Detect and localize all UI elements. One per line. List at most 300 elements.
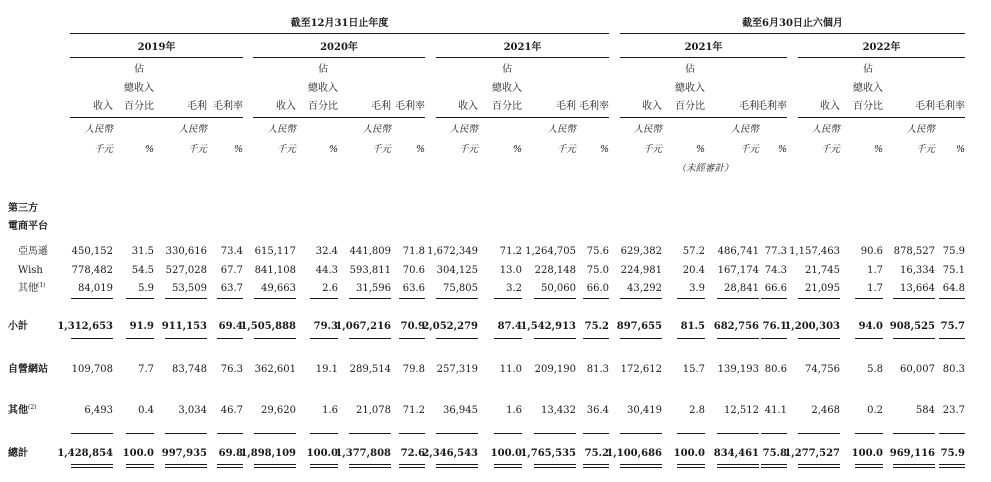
rule-total-double-1 xyxy=(254,464,296,465)
rule-total-double-1 xyxy=(855,464,883,465)
table-cell: 969,116 xyxy=(889,448,935,459)
unit-pct: % xyxy=(512,144,522,155)
table-cell: 1,672,349 xyxy=(427,246,478,257)
unit-thousand: 千元 xyxy=(276,144,296,155)
column-header: 毛利率 xyxy=(395,101,425,112)
rule-before-total xyxy=(534,433,576,434)
rule-total-double-1 xyxy=(798,464,840,465)
table-cell: 21,078 xyxy=(356,405,391,416)
unit-pct: % xyxy=(955,144,965,155)
column-header-pct-line3: 百分比 xyxy=(124,101,154,112)
column-header-pct-line2: 總收入 xyxy=(308,83,338,94)
table-cell: 31,596 xyxy=(356,283,391,294)
rule-after-subtotal xyxy=(798,338,840,339)
table-cell: 1,277,527 xyxy=(784,448,840,459)
table-cell: 1.7 xyxy=(867,283,883,294)
column-header-pct-line3: 百分比 xyxy=(853,101,883,112)
column-header-pct-line1: 佔 xyxy=(863,64,873,75)
unit-thousand: 千元 xyxy=(187,144,207,155)
rule-after-subtotal xyxy=(583,338,609,339)
table-cell: 2,346,543 xyxy=(422,448,478,459)
year-header: 2020年 xyxy=(320,42,358,53)
table-cell: 289,514 xyxy=(349,364,391,375)
table-cell: 73.4 xyxy=(220,246,243,257)
rule-total-double-2 xyxy=(893,467,935,468)
rule-before-total xyxy=(217,433,243,434)
table-cell: 2.8 xyxy=(689,405,705,416)
table-cell: 81.5 xyxy=(680,321,705,332)
table-cell: 2,468 xyxy=(811,405,840,416)
table-cell: 100.0 xyxy=(306,448,338,459)
row-label: 亞馬遜 xyxy=(18,246,48,257)
rule-before-subtotal xyxy=(494,298,522,299)
table-cell: 76.1 xyxy=(762,321,787,332)
table-cell: 75.9 xyxy=(942,246,965,257)
rule-before-total xyxy=(254,433,296,434)
column-header-pct-line2: 總收入 xyxy=(492,83,522,94)
rule-after-subtotal xyxy=(620,338,662,339)
table-cell: 75.0 xyxy=(586,265,609,276)
table-cell: 11.0 xyxy=(499,364,522,375)
table-cell: 257,319 xyxy=(436,364,478,375)
table-cell: 44.3 xyxy=(315,265,338,276)
table-cell: 330,616 xyxy=(165,246,207,257)
table-cell: 100.0 xyxy=(122,448,154,459)
unit-rmb: 人民幣 xyxy=(449,124,478,135)
period-fy-header: 截至12月31日止年度 xyxy=(290,18,389,29)
rule-before-total xyxy=(939,433,965,434)
table-cell: 1.6 xyxy=(506,405,522,416)
table-cell: 304,125 xyxy=(436,265,478,276)
rule-before-subtotal xyxy=(310,298,338,299)
table-cell: 21,095 xyxy=(805,283,840,294)
unit-rmb: 人民幣 xyxy=(906,124,935,135)
rule-before-subtotal xyxy=(855,298,883,299)
rule-total-double-1 xyxy=(310,464,338,465)
table-cell: 36,945 xyxy=(443,405,478,416)
table-cell: 1,100,686 xyxy=(606,448,662,459)
table-cell: 74,756 xyxy=(805,364,840,375)
rule-total-double-1 xyxy=(534,464,576,465)
column-header: 毛利率 xyxy=(213,101,243,112)
rule-total-double-2 xyxy=(761,467,787,468)
section-title-line2: 電商平台 xyxy=(8,221,48,232)
unit-pct: % xyxy=(144,144,154,155)
table-cell: 66.6 xyxy=(764,283,787,294)
table-cell: 2.6 xyxy=(322,283,338,294)
column-header: 毛利 xyxy=(739,101,759,112)
table-cell: 46.7 xyxy=(220,405,243,416)
column-header: 毛利 xyxy=(915,101,935,112)
table-cell: 911,153 xyxy=(161,321,207,332)
table-cell: 13,432 xyxy=(541,405,576,416)
table-cell: 1,765,535 xyxy=(520,448,576,459)
rule-total-double-1 xyxy=(165,464,207,465)
unit-thousand: 千元 xyxy=(739,144,759,155)
rule-after-subtotal xyxy=(939,338,965,339)
rule-before-total xyxy=(494,433,522,434)
rule-after-subtotal xyxy=(399,338,425,339)
table-cell: 1.7 xyxy=(867,265,883,276)
row-label-sup: (2) xyxy=(28,404,37,411)
table-cell: 0.2 xyxy=(867,405,883,416)
table-cell: 109,708 xyxy=(71,364,113,375)
section-title-line1: 第三方 xyxy=(8,203,38,214)
table-cell: 80.6 xyxy=(764,364,787,375)
rule-before-subtotal xyxy=(939,298,965,299)
table-cell: 75.6 xyxy=(586,246,609,257)
rule-total-double-1 xyxy=(494,464,522,465)
unaudited-note: （未經審計） xyxy=(676,163,734,174)
table-cell: 80.3 xyxy=(942,364,965,375)
unit-thousand: 千元 xyxy=(93,144,113,155)
column-header-pct-line2: 總收入 xyxy=(124,83,154,94)
table-cell: 79.3 xyxy=(313,321,338,332)
year-header: 2021年 xyxy=(503,42,542,53)
unit-rmb: 人民幣 xyxy=(362,124,391,135)
rule-after-subtotal xyxy=(71,338,113,339)
unit-thousand: 千元 xyxy=(371,144,391,155)
table-cell: 21,745 xyxy=(805,265,840,276)
rule-before-subtotal xyxy=(677,298,705,299)
table-cell: 19.1 xyxy=(315,364,338,375)
rule-total-double-2 xyxy=(436,467,478,468)
unit-rmb: 人民幣 xyxy=(730,124,759,135)
rule-after-subtotal xyxy=(165,338,207,339)
table-cell: 54.5 xyxy=(131,265,154,276)
unit-thousand: 千元 xyxy=(820,144,840,155)
column-header-pct-line2: 總收入 xyxy=(853,83,883,94)
rule-total-double-2 xyxy=(254,467,296,468)
column-header: 收入 xyxy=(93,101,113,112)
table-cell: 7.7 xyxy=(138,364,154,375)
table-cell: 69.8 xyxy=(218,448,243,459)
table-cell: 1.6 xyxy=(322,405,338,416)
table-cell: 584 xyxy=(915,405,935,416)
table-cell: 71.2 xyxy=(499,246,522,257)
column-header: 毛利率 xyxy=(579,101,609,112)
year-rule xyxy=(798,57,965,58)
table-cell: 94.0 xyxy=(858,321,883,332)
year-rule xyxy=(70,57,243,58)
rule-before-subtotal xyxy=(254,298,296,299)
rule-before-subtotal xyxy=(620,298,662,299)
rule-before-subtotal xyxy=(798,298,840,299)
table-cell: 878,527 xyxy=(893,246,935,257)
rule-total-double-2 xyxy=(71,467,113,468)
table-cell: 1,067,216 xyxy=(335,321,391,332)
rule-before-subtotal xyxy=(436,298,478,299)
column-header-rule xyxy=(436,117,609,118)
table-cell: 74.3 xyxy=(764,265,787,276)
rule-total-double-2 xyxy=(165,467,207,468)
row-label: 其他 xyxy=(8,405,28,416)
unit-pct: % xyxy=(233,144,243,155)
unit-thousand: 千元 xyxy=(642,144,662,155)
column-header-pct-line1: 佔 xyxy=(134,64,144,75)
table-cell: 2,052,279 xyxy=(422,321,478,332)
column-header: 收入 xyxy=(276,101,296,112)
rule-total-double-2 xyxy=(939,467,965,468)
table-cell: 0.4 xyxy=(138,405,154,416)
unit-pct: % xyxy=(777,144,787,155)
table-cell: 91.9 xyxy=(129,321,154,332)
row-label: 小計 xyxy=(8,321,28,332)
column-header-pct-line1: 佔 xyxy=(318,64,328,75)
table-cell: 60,007 xyxy=(900,364,935,375)
rule-total-double-2 xyxy=(620,467,662,468)
table-cell: 997,935 xyxy=(161,448,207,459)
table-cell: 362,601 xyxy=(254,364,296,375)
table-cell: 71.8 xyxy=(402,246,425,257)
year-header: 2022年 xyxy=(862,42,901,53)
rule-total-double-1 xyxy=(620,464,662,465)
rule-before-total xyxy=(436,433,478,434)
rule-before-total xyxy=(583,433,609,434)
unit-rmb: 人民幣 xyxy=(84,124,113,135)
column-header-pct-line1: 佔 xyxy=(685,64,695,75)
rule-total-double-2 xyxy=(349,467,391,468)
rule-total-double-2 xyxy=(583,467,609,468)
column-header: 毛利 xyxy=(371,101,391,112)
period-fy-rule xyxy=(70,33,609,34)
rule-before-subtotal xyxy=(893,298,935,299)
table-cell: 615,117 xyxy=(254,246,296,257)
table-cell: 3.2 xyxy=(506,283,522,294)
unit-pct: % xyxy=(415,144,425,155)
year-rule xyxy=(253,57,425,58)
table-cell: 20.4 xyxy=(682,265,705,276)
rule-total-double-1 xyxy=(349,464,391,465)
table-cell: 28,841 xyxy=(724,283,759,294)
table-cell: 49,663 xyxy=(261,283,296,294)
rule-before-subtotal xyxy=(399,298,425,299)
rule-before-total xyxy=(399,433,425,434)
table-cell: 450,152 xyxy=(71,246,113,257)
table-cell: 13,664 xyxy=(900,283,935,294)
rule-before-subtotal xyxy=(217,298,243,299)
table-cell: 897,655 xyxy=(616,321,662,332)
table-cell: 81.3 xyxy=(586,364,609,375)
table-cell: 629,382 xyxy=(620,246,662,257)
rule-before-total xyxy=(717,433,759,434)
rule-after-subtotal xyxy=(855,338,883,339)
rule-total-double-1 xyxy=(217,464,243,465)
table-cell: 593,811 xyxy=(349,265,391,276)
column-header-rule xyxy=(798,117,965,118)
unit-rmb: 人民幣 xyxy=(811,124,840,135)
row-label-sup: (1) xyxy=(37,282,46,289)
table-cell: 72.6 xyxy=(400,448,425,459)
table-cell: 6,493 xyxy=(84,405,113,416)
table-cell: 908,525 xyxy=(889,321,935,332)
table-cell: 75.7 xyxy=(940,321,965,332)
table-cell: 5.8 xyxy=(867,364,883,375)
column-header-pct-line3: 百分比 xyxy=(308,101,338,112)
table-cell: 76.3 xyxy=(220,364,243,375)
rule-total-double-1 xyxy=(436,464,478,465)
rule-total-double-1 xyxy=(677,464,705,465)
rule-before-total xyxy=(71,433,113,434)
year-header: 2021年 xyxy=(684,42,723,53)
table-cell: 834,461 xyxy=(713,448,759,459)
table-cell: 75.9 xyxy=(940,448,965,459)
rule-total-double-2 xyxy=(217,467,243,468)
rule-total-double-1 xyxy=(126,464,154,465)
table-cell: 79.8 xyxy=(402,364,425,375)
table-cell: 1,157,463 xyxy=(789,246,840,257)
column-header-pct-line3: 百分比 xyxy=(675,101,705,112)
rule-before-total xyxy=(165,433,207,434)
year-rule xyxy=(436,57,609,58)
table-cell: 682,756 xyxy=(713,321,759,332)
table-cell: 83,748 xyxy=(172,364,207,375)
unit-rmb: 人民幣 xyxy=(633,124,662,135)
row-label: 總計 xyxy=(8,448,28,459)
column-header-rule xyxy=(70,117,243,118)
table-cell: 23.7 xyxy=(942,405,965,416)
table-cell: 75,805 xyxy=(443,283,478,294)
table-cell: 3,034 xyxy=(178,405,207,416)
table-cell: 841,108 xyxy=(254,265,296,276)
table-cell: 16,334 xyxy=(900,265,935,276)
table-cell: 75.2 xyxy=(584,448,609,459)
table-cell: 1,898,109 xyxy=(240,448,296,459)
rule-before-subtotal xyxy=(71,298,113,299)
table-cell: 30,419 xyxy=(627,405,662,416)
rule-after-subtotal xyxy=(436,338,478,339)
table-cell: 32.4 xyxy=(315,246,338,257)
table-cell: 209,190 xyxy=(534,364,576,375)
table-cell: 87.4 xyxy=(497,321,522,332)
rule-before-total xyxy=(620,433,662,434)
table-cell: 70.6 xyxy=(402,265,425,276)
table-cell: 3.9 xyxy=(689,283,705,294)
column-header: 毛利 xyxy=(187,101,207,112)
year-header: 2019年 xyxy=(137,42,176,53)
table-cell: 75.8 xyxy=(762,448,787,459)
table-cell: 90.6 xyxy=(860,246,883,257)
unit-thousand: 千元 xyxy=(556,144,576,155)
rule-before-total xyxy=(798,433,840,434)
rule-after-subtotal xyxy=(893,338,935,339)
period-h1-rule xyxy=(620,33,965,34)
rule-total-double-1 xyxy=(893,464,935,465)
rule-total-double-1 xyxy=(71,464,113,465)
table-cell: 67.7 xyxy=(220,265,243,276)
unit-rmb: 人民幣 xyxy=(547,124,576,135)
column-header: 收入 xyxy=(642,101,662,112)
column-header: 收入 xyxy=(820,101,840,112)
table-cell: 84,019 xyxy=(78,283,113,294)
unit-pct: % xyxy=(599,144,609,155)
table-cell: 66.0 xyxy=(586,283,609,294)
rule-before-subtotal xyxy=(717,298,759,299)
table-cell: 70.9 xyxy=(400,321,425,332)
period-h1-header: 截至6月30日止六個月 xyxy=(742,18,843,29)
rule-total-double-2 xyxy=(310,467,338,468)
column-header: 毛利率 xyxy=(757,101,787,112)
table-cell: 64.8 xyxy=(942,283,965,294)
table-cell: 63.6 xyxy=(402,283,425,294)
table-cell: 75.1 xyxy=(942,265,965,276)
unit-pct: % xyxy=(873,144,883,155)
table-cell: 100.0 xyxy=(490,448,522,459)
rule-after-subtotal xyxy=(349,338,391,339)
unit-rmb: 人民幣 xyxy=(178,124,207,135)
table-cell: 12,512 xyxy=(724,405,759,416)
rule-before-subtotal xyxy=(126,298,154,299)
rule-before-subtotal xyxy=(165,298,207,299)
table-cell: 69.4 xyxy=(218,321,243,332)
unit-thousand: 千元 xyxy=(458,144,478,155)
table-cell: 778,482 xyxy=(71,265,113,276)
rule-after-subtotal xyxy=(126,338,154,339)
column-header-rule xyxy=(620,117,787,118)
table-cell: 1,312,653 xyxy=(57,321,113,332)
table-cell: 139,193 xyxy=(717,364,759,375)
table-cell: 224,981 xyxy=(620,265,662,276)
rule-after-subtotal xyxy=(217,338,243,339)
column-header-pct-line1: 佔 xyxy=(502,64,512,75)
row-label: 自營網站 xyxy=(8,364,48,375)
rule-total-double-1 xyxy=(399,464,425,465)
table-cell: 486,741 xyxy=(717,246,759,257)
table-cell: 1,200,303 xyxy=(784,321,840,332)
table-cell: 63.7 xyxy=(220,283,243,294)
rule-after-subtotal xyxy=(761,338,787,339)
rule-total-double-2 xyxy=(399,467,425,468)
rule-before-subtotal xyxy=(534,298,576,299)
column-header: 毛利率 xyxy=(935,101,965,112)
unit-rmb: 人民幣 xyxy=(267,124,296,135)
table-cell: 100.0 xyxy=(673,448,705,459)
unit-thousand: 千元 xyxy=(915,144,935,155)
column-header-rule xyxy=(253,117,425,118)
table-cell: 75.2 xyxy=(584,321,609,332)
rule-before-subtotal xyxy=(349,298,391,299)
column-header-pct-line3: 百分比 xyxy=(492,101,522,112)
table-cell: 15.7 xyxy=(682,364,705,375)
rule-before-subtotal xyxy=(761,298,787,299)
rule-total-double-2 xyxy=(534,467,576,468)
table-cell: 1,505,888 xyxy=(240,321,296,332)
rule-total-double-1 xyxy=(939,464,965,465)
table-cell: 167,174 xyxy=(717,265,759,276)
year-rule xyxy=(620,57,787,58)
table-cell: 1,377,808 xyxy=(335,448,391,459)
unit-pct: % xyxy=(328,144,338,155)
rule-total-double-2 xyxy=(126,467,154,468)
table-cell: 100.0 xyxy=(851,448,883,459)
rule-before-total xyxy=(761,433,787,434)
table-cell: 31.5 xyxy=(131,246,154,257)
rule-total-double-2 xyxy=(494,467,522,468)
table-cell: 43,292 xyxy=(627,283,662,294)
rule-before-total xyxy=(126,433,154,434)
rule-total-double-2 xyxy=(677,467,705,468)
rule-after-subtotal xyxy=(494,338,522,339)
table-cell: 41.1 xyxy=(764,405,787,416)
rule-before-total xyxy=(349,433,391,434)
rule-after-subtotal xyxy=(717,338,759,339)
table-cell: 53,509 xyxy=(172,283,207,294)
table-cell: 50,060 xyxy=(541,283,576,294)
rule-after-subtotal xyxy=(534,338,576,339)
table-cell: 1,542,913 xyxy=(520,321,576,332)
table-cell: 1,264,705 xyxy=(525,246,576,257)
rule-before-total xyxy=(855,433,883,434)
